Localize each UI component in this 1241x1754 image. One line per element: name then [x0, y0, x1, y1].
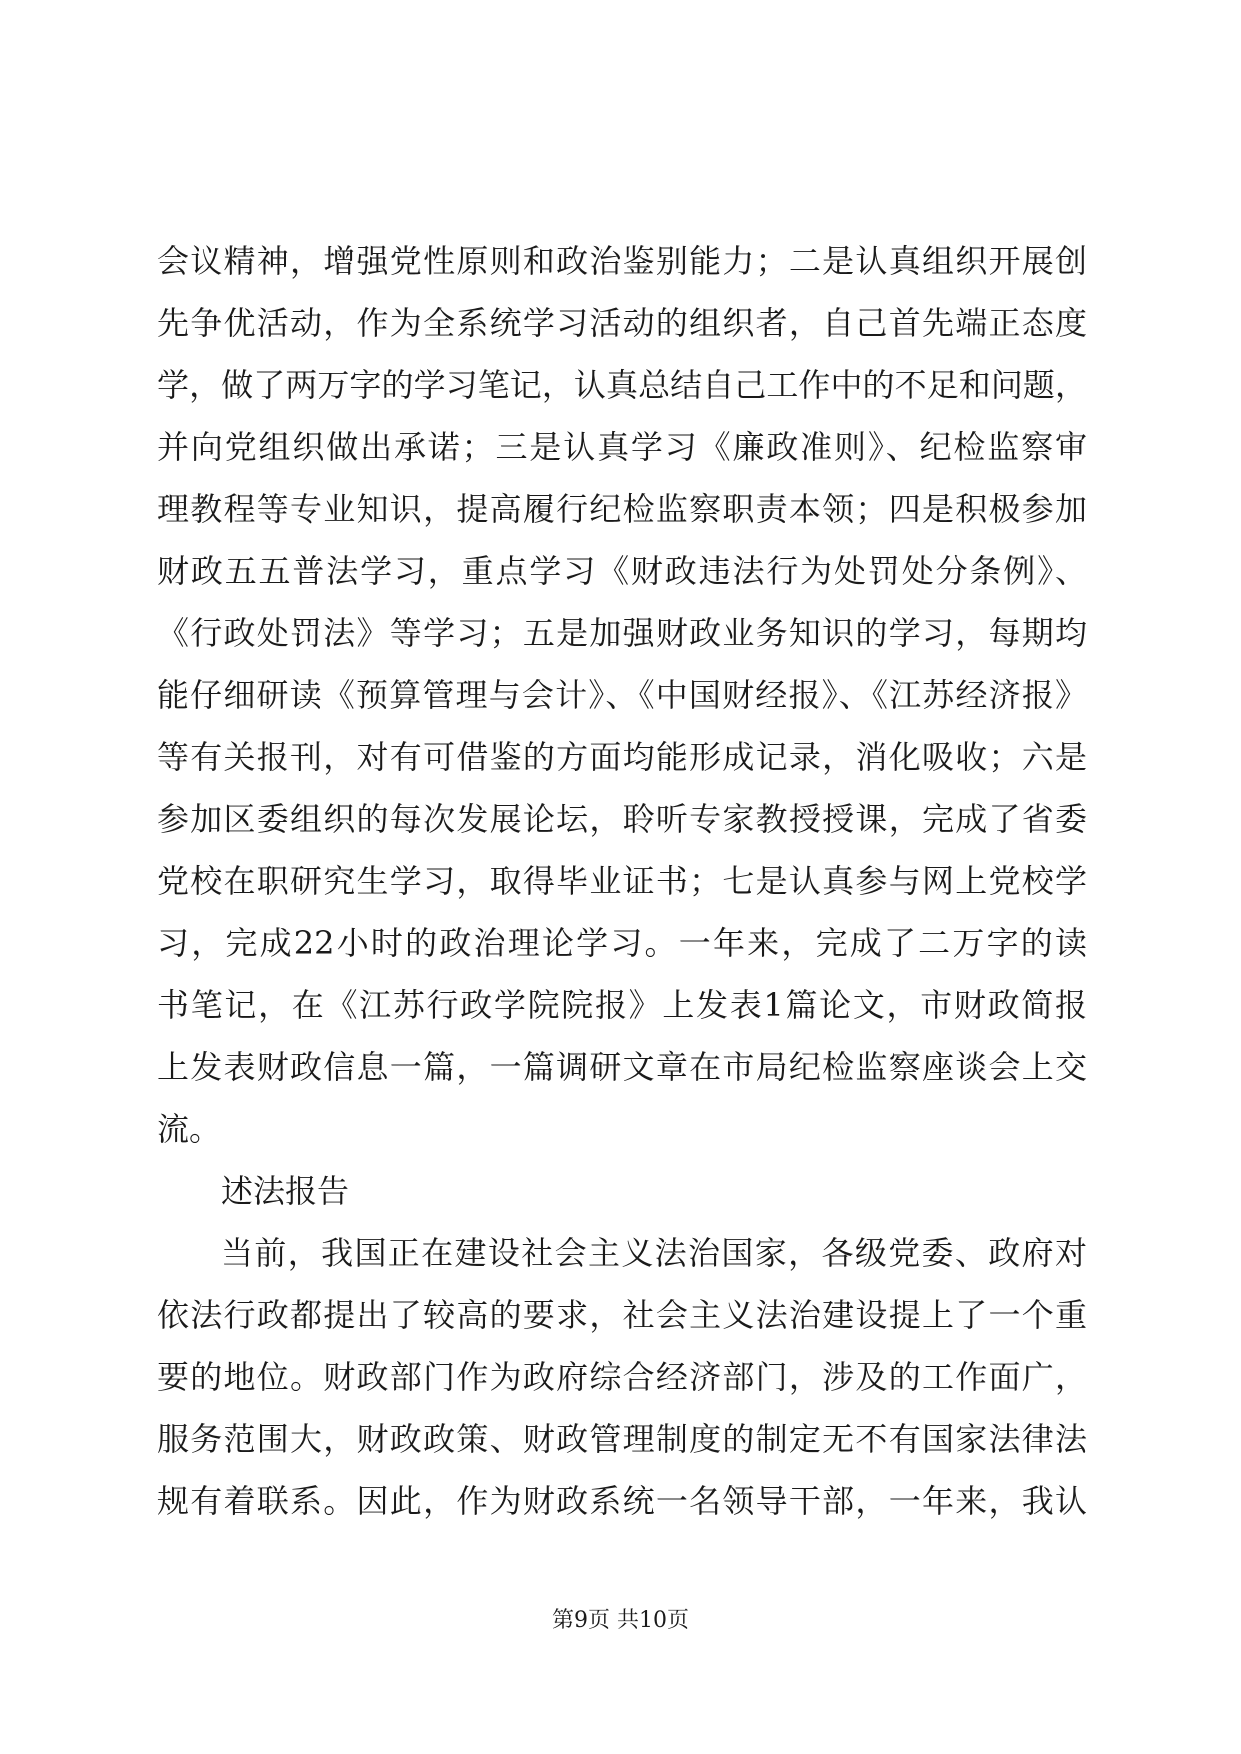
- text-line: 会议精神，增强党性原则和政治鉴别能力；二是认真组织开展创: [157, 242, 1087, 280]
- text-line: 书笔记，在《江苏行政学院院报》上发表1篇论文，市财政简报: [157, 986, 1087, 1024]
- paragraph-law-report: [157, 1222, 1087, 1532]
- text-line: 等有关报刊，对有可借鉴的方面均能形成记录，消化吸收；六是: [157, 738, 1087, 776]
- text-line: 并向党组织做出承诺；三是认真学习《廉政准则》、纪检监察审: [157, 428, 1087, 466]
- text-line: 理教程等专业知识，提高履行纪检监察职责本领；四是积极参加: [157, 490, 1087, 528]
- text-line: 学，做了两万字的学习笔记，认真总结自己工作中的不足和问题，: [157, 366, 1087, 404]
- page-number-footer: 第9页 共10页: [552, 1608, 689, 1633]
- text-line: 要的地位。财政部门作为政府综合经济部门，涉及的工作面广，: [157, 1358, 1087, 1396]
- text-line: 习，完成22小时的政治理论学习。一年来，完成了二万字的读: [157, 924, 1087, 962]
- text-line: 《行政处罚法》等学习；五是加强财政业务知识的学习，每期均: [157, 614, 1087, 652]
- paragraph-study-summary: [157, 230, 1087, 1160]
- text-line: 参加区委组织的每次发展论坛，聆听专家教授授课，完成了省委: [157, 800, 1087, 838]
- text-line: 能仔细研读《预算管理与会计》、《中国财经报》、《江苏经济报》: [157, 676, 1087, 714]
- text-line: 财政五五普法学习，重点学习《财政违法行为处罚处分条例》、: [157, 552, 1087, 590]
- text-line: 当前，我国正在建设社会主义法治国家，各级党委、政府对: [221, 1234, 1087, 1272]
- text-line: 规有着联系。因此，作为财政系统一名领导干部，一年来，我认: [157, 1482, 1087, 1520]
- text-line: 依法行政都提出了较高的要求，社会主义法治建设提上了一个重: [157, 1296, 1087, 1334]
- section-heading: 述法报告: [221, 1172, 350, 1210]
- text-line: 先争优活动，作为全系统学习活动的组织者，自己首先端正态度: [157, 304, 1087, 342]
- text-line: 服务范围大，财政政策、财政管理制度的制定无不有国家法律法: [157, 1420, 1087, 1458]
- text-line: 党校在职研究生学习，取得毕业证书；七是认真参与网上党校学: [157, 862, 1087, 900]
- text-line: 上发表财政信息一篇，一篇调研文章在市局纪检监察座谈会上交: [157, 1048, 1087, 1086]
- text-line: 流。: [157, 1110, 222, 1148]
- document-body: [157, 230, 1087, 1532]
